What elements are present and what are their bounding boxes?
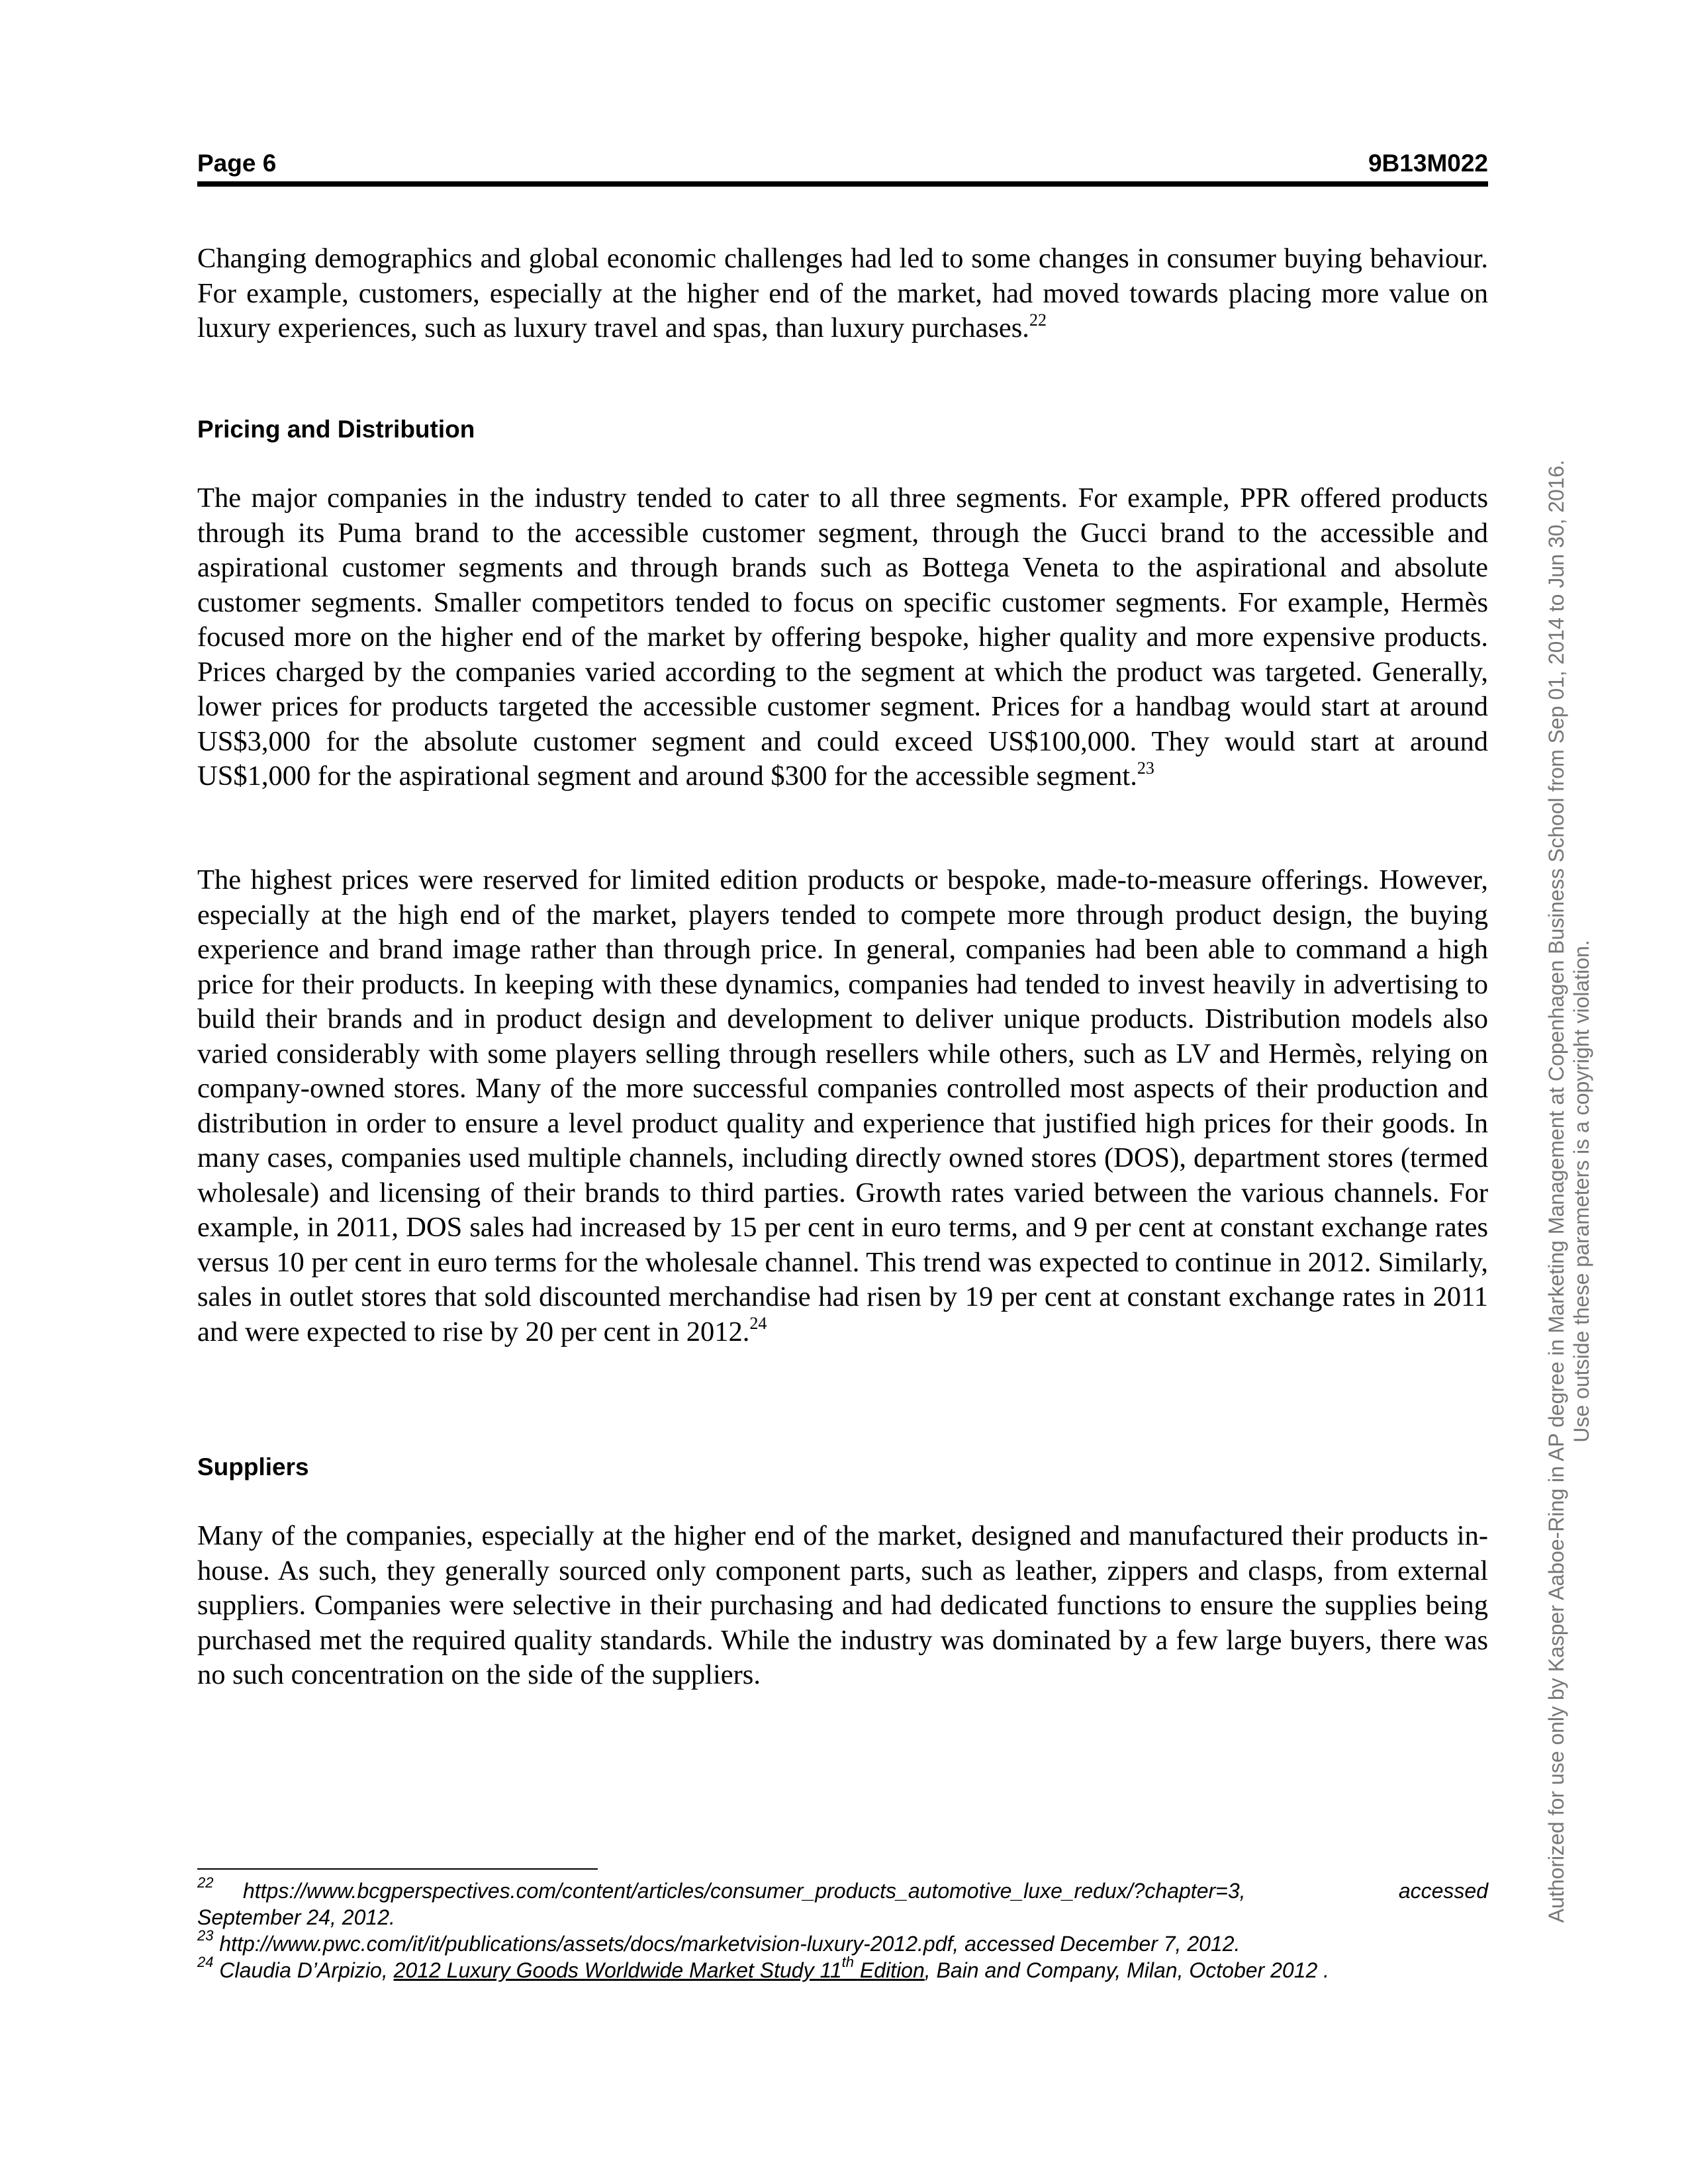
case-id: 9B13M022 (1368, 150, 1488, 177)
footnote-author: Claudia D’Arpizio, (219, 1958, 388, 1982)
watermark-line-1: Authorized for use only by Kasper Aaboe-Ring in AP degree in Marketing Management at Copenhagen Business School from Sep 01, 2014 to Jun 30, 2016. (1544, 459, 1568, 1923)
source-title-end: Edition (854, 1958, 925, 1982)
footnote-separator (197, 1868, 598, 1870)
footnotes (197, 1874, 1488, 1983)
page-number: Page 6 (197, 150, 277, 177)
footnote-24 (197, 1954, 1488, 1983)
heading-suppliers: Suppliers (197, 1453, 309, 1480)
watermark-line-2: Use outside these parameters is a copyright violation. (1570, 940, 1593, 1443)
paragraph-pricing (197, 481, 1488, 794)
source-title-sup: th (841, 1954, 855, 1971)
footnote-ref-24: 24 (749, 1314, 767, 1334)
paragraph-text: The highest prices were reserved for limited edition products or bespoke, made-to-measure offerings. However, especially at the high end of the market, players tended to compete more through product design, the buying experience and brand image rather than through price. In general, companies had been able to command a high price for their products. In keeping with these dynamics, companies had tended to invest heavily in advertising to build their brands and in product design and development to deliver unique products. Distribution models also varied considerably with some players selling through resellers while others, such as LV and Hermès, relying on company-owned stores. Many of the more successful companies controlled most aspects of their production and distribution in order to ensure a level product quality and experience that justified high prices for their goods. In many cases, companies used multiple channels, including directly owned stores (DOS), department stores (termed wholesale) and licensing of their brands to third parties. Growth rates varied between the various channels. For example, in 2011, DOS sales had increased by 15 per cent in euro terms, and 9 per cent at constant exchange rates versus 10 per cent in euro terms for the wholesale channel. This trend was expected to continue in 2012. Similarly, sales in outlet stores that sold discounted merchandise had risen by 19 per cent at constant exchange rates in 2011 and were expected to rise by 20 per cent in 2012. (197, 864, 1488, 1347)
paragraph-distribution (197, 863, 1488, 1349)
footnote-link[interactable]: https://www.bcgperspectives.com/content/articles/consumer_products_automotive_luxe_redux/?chapter=3, (242, 1879, 1246, 1903)
footnote-number: 22 (197, 1874, 214, 1891)
paragraph-text: Changing demographics and global economic challenges had led to some changes in consumer buying behaviour. For example, customers, especially at the higher end of the market, had moved towards placing more value on luxury experiences, such as luxury travel and spas, than luxury purchases. (197, 243, 1488, 343)
heading-pricing-distribution: Pricing and Distribution (197, 416, 475, 443)
footnote-link[interactable]: http://www.pwc.com/it/it/publications/assets/docs/marketvision-luxury-2012.pdf, accessed December 7, 2012. (219, 1932, 1241, 1956)
paragraph-consumer-behaviour (197, 242, 1488, 346)
footnote-accessed: accessed (1398, 1879, 1488, 1903)
footnote-22 (197, 1874, 1488, 1931)
footnote-number: 23 (197, 1927, 214, 1944)
footnote-source-title (393, 1954, 925, 1982)
paragraph-text: The major companies in the industry tended to cater to all three segments. For example, PPR offered products through its Puma brand to the accessible customer segment, through the Gucci brand to the accessible and aspirational customer segments and through brands such as Bottega Veneta to the aspirational and absolute customer segments. Smaller competitors tended to focus on specific customer segments. For example, Hermès focused more on the higher end of the market by offering bespoke, higher quality and more expensive products. Prices charged by the companies varied according to the segment at which the product was targeted. Generally, lower prices for products targeted the accessible customer segment. Prices for a handbag would start at around US$3,000 for the absolute customer segment and could exceed US$100,000. They would start at around US$1,000 for the aspirational segment and around $300 for the accessible segment. (197, 482, 1488, 792)
paragraph-suppliers: Many of the companies, especially at the higher end of the market, designed and manufactured their products in-house. As such, they generally sourced only component parts, such as leather, zippers and clasps, from external suppliers. Companies were selective in their purchasing and had dedicated functions to ensure the supplies being purchased met the required quality standards. While the industry was dominated by a few large buyers, there was no such concentration on the side of the suppliers. (197, 1520, 1488, 1690)
footnote-publisher: , Bain and Company, Milan, October 2012 . (924, 1958, 1330, 1982)
footnote-date: September 24, 2012. (197, 1905, 395, 1929)
footnote-number: 24 (197, 1954, 214, 1971)
footnote-ref-23: 23 (1137, 758, 1154, 778)
footnote-23 (197, 1927, 1488, 1957)
footnote-ref-22: 22 (1029, 310, 1047, 330)
source-title-text: 2012 Luxury Goods Worldwide Market Study 11 (393, 1958, 842, 1982)
page-header (197, 147, 1488, 187)
